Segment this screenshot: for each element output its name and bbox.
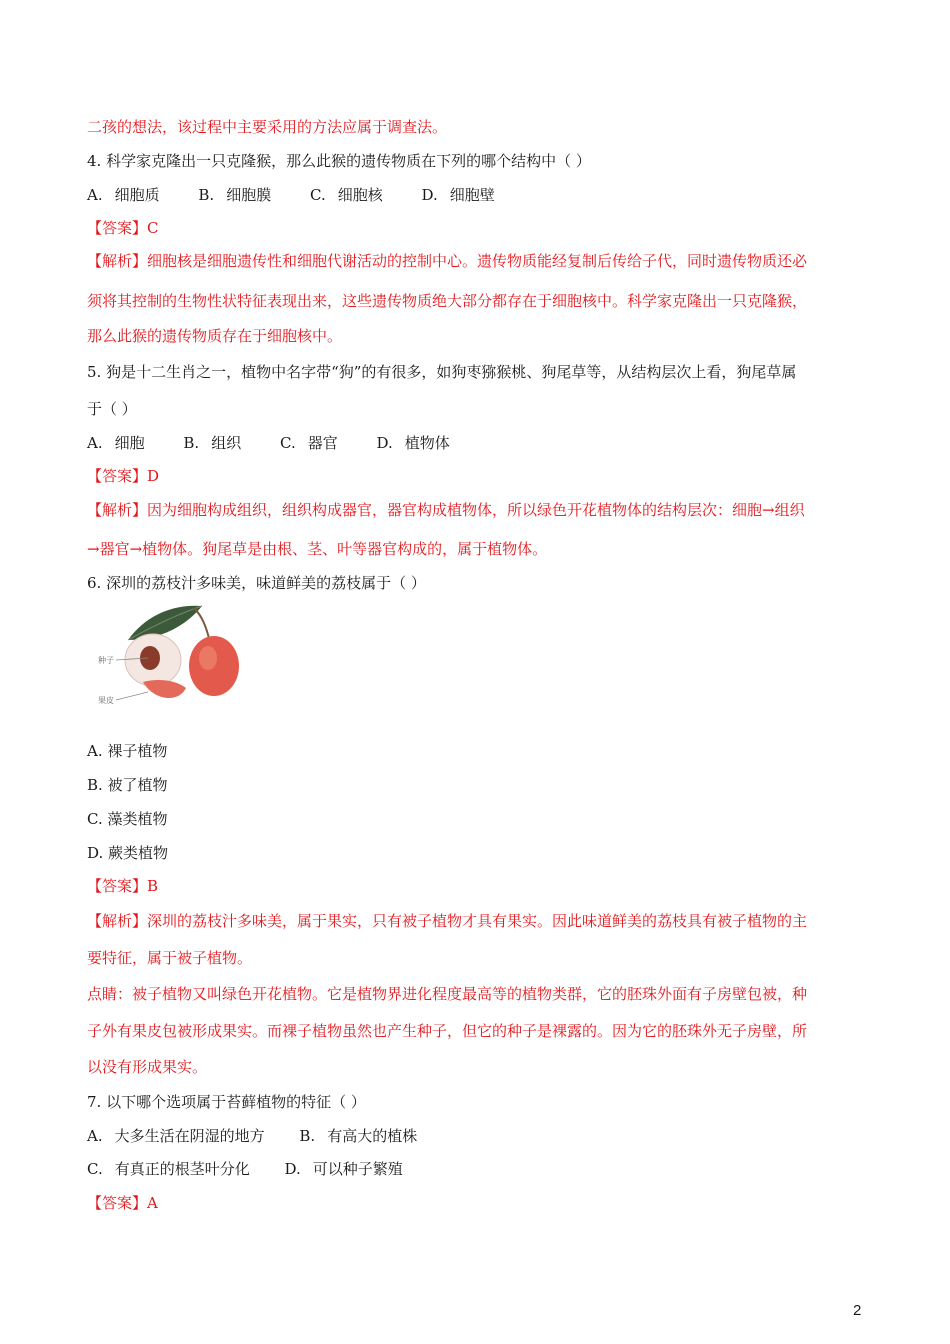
question-6-answer: 【答案】B — [87, 877, 159, 895]
question-7-options-row-1 — [87, 1126, 417, 1146]
question-5-explanation-1: 【解析】因为细胞构成组织，组织构成器官，器官构成植物体，所以绿色开花植物体的结构层次：细胞→组织 — [87, 501, 805, 519]
question-5-options — [87, 433, 450, 453]
question-6-option-a: A. 裸子植物 — [87, 742, 168, 760]
peel-label-line — [116, 692, 148, 700]
q4-option-d: D. 细胞壁 — [421, 186, 495, 204]
peel-label: 果皮 — [98, 696, 114, 705]
stem — [194, 608, 210, 642]
question-4-explanation-1: 【解析】细胞核是细胞遗传性和细胞代谢活动的控制中心。遗传物质能经复制后传给子代，同时遗传物质还必 — [87, 252, 808, 270]
question-7-answer: 【答案】A — [87, 1194, 158, 1212]
question-6-tip-1: 点睛：被子植物又叫绿色开花植物。它是植物界进化程度最高等的植物类群，它的胚珠外面有子房壁包被，种 — [87, 985, 808, 1003]
question-4-answer: 【答案】C — [87, 219, 159, 237]
question-7-options-row-2 — [87, 1159, 403, 1179]
q5-option-d: D. 植物体 — [376, 434, 450, 452]
q4-option-c: C. 细胞核 — [310, 186, 383, 204]
question-5-line-2: 于（ ） — [87, 400, 137, 418]
q4-option-a: A. 细胞质 — [87, 186, 160, 204]
q5-option-b: B. 组织 — [183, 434, 242, 452]
question-6-tip-2: 子外有果皮包被形成果实。而裸子植物虽然也产生种子，但它的种子是裸露的。因为它的胚珠外无子房壁，所 — [87, 1022, 808, 1040]
continued-explanation: 二孩的想法，该过程中主要采用的方法应属于调查法。 — [87, 118, 448, 136]
question-6-explanation-1: 【解析】深圳的荔枝汁多味美，属于果实，只有被子植物才具有果实。因此味道鲜美的荔枝具有被子植物的主 — [87, 912, 808, 930]
question-6: 6. 深圳的荔枝汁多味美，味道鲜美的荔枝属于（ ） — [87, 574, 426, 592]
question-6-option-c: C. 藻类植物 — [87, 810, 168, 828]
question-5-explanation-2: →器官→植物体。狗尾草是由根、茎、叶等器官构成的，属于植物体。 — [87, 540, 548, 558]
q7-option-d: D. 可以种子繁殖 — [284, 1160, 403, 1178]
seed-label: 种子 — [98, 656, 114, 665]
question-6-explanation-2: 要特征，属于被子植物。 — [87, 949, 253, 967]
q7-option-b: B. 有高大的植株 — [299, 1127, 418, 1145]
question-4-explanation-3: 那么此猴的遗传物质存在于细胞核中。 — [87, 327, 343, 345]
q5-option-a: A. 细胞 — [87, 434, 145, 452]
question-5-line-1: 5. 狗是十二生肖之一，植物中名字带“狗”的有很多，如狗枣猕猴桃、狗尾草等，从结构层次上看，狗尾草属 — [87, 363, 797, 381]
question-4-explanation-2: 须将其控制的生物性状特征表现出来，这些遗传物质绝大部分都存在于细胞核中。科学家克隆出一只克隆猴， — [87, 292, 808, 310]
q4-option-b: B. 细胞膜 — [198, 186, 272, 204]
question-4: 4. 科学家克隆出一只克隆猴，那么此猴的遗传物质在下列的哪个结构中（ ） — [87, 152, 591, 170]
q7-option-a: A. 大多生活在阴湿的地方 — [87, 1127, 265, 1145]
lychee-peel — [143, 680, 186, 698]
question-5-answer: 【答案】D — [87, 467, 160, 485]
q5-option-c: C. 器官 — [280, 434, 338, 452]
q7-option-c: C. 有真正的根茎叶分化 — [87, 1160, 250, 1178]
lychee-highlight — [199, 646, 217, 670]
question-6-option-b: B. 被了植物 — [87, 776, 168, 794]
lychee-illustration — [98, 600, 248, 718]
question-6-tip-3: 以没有形成果实。 — [87, 1058, 208, 1076]
question-7: 7. 以下哪个选项属于苔藓植物的特征（ ） — [87, 1093, 366, 1111]
page-number: 2 — [853, 1302, 862, 1319]
question-4-options — [87, 185, 495, 205]
question-6-option-d: D. 蕨类植物 — [87, 844, 169, 862]
leaf-shape — [128, 606, 202, 640]
